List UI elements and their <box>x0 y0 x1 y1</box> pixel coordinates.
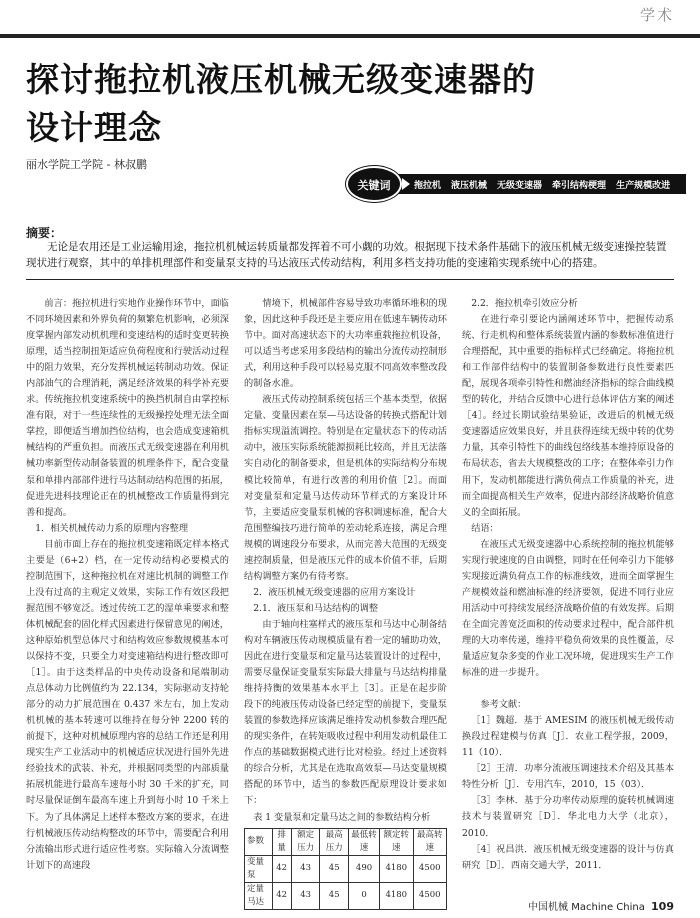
keywords-banner <box>346 166 686 202</box>
table-row <box>245 855 447 882</box>
table-cell: 定量马达 <box>245 882 273 909</box>
keywords-list <box>414 174 670 194</box>
paragraph: 情境下，机械部件容易导致功率循环堆积的现象，因此这种手段还是主要应用在低速车辆传动环节中。面对高速状态下的大功率重载拖拉机设备，可以适当考虑采用多段结构的输出分流传动控制形式，利用这种手段可以轻易克服不同高效率整改段的制备水准。 <box>244 298 447 390</box>
parameter-table <box>244 828 447 910</box>
table-header-row <box>245 828 447 855</box>
reference-item: ［4］祝昌洪．液压机械无级变速器的设计与仿真研究［D］．西南交通大学，2011． <box>462 843 674 871</box>
reference-item: ［3］李林．基于分功率传动原理的旋转机械调速技术与装置研究［D］．华北电力大学（北京），2010． <box>462 795 674 839</box>
table-cell: 42 <box>272 855 291 882</box>
top-rule <box>0 34 700 38</box>
table-cell: 0 <box>349 882 380 909</box>
journal-name: 中国机械 <box>528 902 569 913</box>
keyword: 液压机械 <box>451 180 488 191</box>
table-cell: 4180 <box>380 882 413 909</box>
table-cell: 42 <box>272 882 291 909</box>
table-cell: 43 <box>291 882 320 909</box>
table-cell: 45 <box>320 882 349 909</box>
paragraph: 前言：拖拉机进行实地作业操作环节中，面临不同环境因素和外界负荷的频繁危机影响，必须深度掌握内部发动机机理和变速结构的适时变更转换原理，适当控制扭矩适应负荷程度和行驶活动过程中的阻力效果，充分发挥机械运转制动功效。保证内部油气的合理消耗，满足经济效果的科学补充要求。传统拖拉机变速系统中的换挡机制自由掌控标准有限，对于一些连续性的无级操控处理无法全面掌控，即便适当增加挡位结构，也会造成变速箱机械结构的严重负担。而液压式无级变速器在利用机械功率新型传动制备装置的机理条件下，配合变量泵和单排内部部件进行马达制动结构范围的拓展，促进先进科技理论正在的机械整改工作质量得到完善和提高。 <box>26 298 229 518</box>
journal-name-en: Machine China <box>571 902 645 913</box>
section-heading: 1．相关机械传动力系的原理内容整理 <box>35 522 189 534</box>
keyword: 拖拉机 <box>414 180 442 191</box>
paragraph: 液压式传动控制系统包括三个基本类型，依据定量、变量因素在泵—马达设备的转换式搭配计划指标实现溢流调控。特别是在定量状态下的传动活动中，液压实际系统能源损耗比较高，并且无法落实自动化的制备要求，但是机体的实际结构分布规模比较简单，有进行改善的利用价值［2］。而面对变量泵和定量马达传动环节样式的方案设计环节，主要适应变量泵机械的容积调速标准，配合大范围整编技巧进行简单的差动轮系连接，满足合理规模的调速段分布要求，从而完善大范围的无级变速控制质量，但是液压元件的成本价值不菲，后期结构调整方案仍有待考察。 <box>244 394 447 582</box>
references-title: 参考文献： <box>480 699 527 711</box>
table-cell: 45 <box>320 855 349 882</box>
arrow-right-icon <box>402 178 410 190</box>
table-header: 额定压力 <box>291 828 320 855</box>
paragraph: 由于轴向柱塞样式的液压泵和马达中心制备结构对车辆液压传动规模质量有着一定的辅助功效，因此在进行变量泵和定量马达装置设计的过程中，需要尽量保证变量泵实际最大排量与马达结构排量维持持衡的效果基本水平上［3］。正是在起步阶段下的纯液压传动设备已经定型的前提下，变量泵装置的参数选择应该满足维持发动机参数合理匹配的现实条件，在转矩吸收过程中利用发动机最佳工作点的基础数据模式进行比对检验。经过上述资料的综合分析，尤其是在选取高效泵—马达变量规模搭配的环节中，适当的参数匹配原理设计要求如下： <box>244 618 447 807</box>
title-line-1: 探讨拖拉机液压机械无级变速器的 <box>26 60 536 99</box>
keyword: 牵引结构梗理 <box>552 180 607 191</box>
column-3 <box>462 296 674 874</box>
section-heading: 2．液压机械无级变速器的应用方案设计 <box>253 586 416 598</box>
page-number: 109 <box>651 900 674 913</box>
reference-item: ［1］魏超．基于 AMESIM 的液压机械无级传动换段过程建模与仿真［J］．农业工程学报，2009，11（10）． <box>462 715 674 759</box>
table-cell: 43 <box>291 855 320 882</box>
table-header: 排量 <box>272 828 291 855</box>
table-cell: 4500 <box>413 882 447 909</box>
title-line-2: 设计理念 <box>26 108 162 147</box>
section-heading: 结语： <box>471 522 499 534</box>
table-header: 参数 <box>245 828 273 855</box>
table-cell: 490 <box>349 855 380 882</box>
author-affiliation: 丽水学院工学院 - 林叔鹏 <box>26 158 147 171</box>
reference-item: ［2］王清．功率分流液压调速技术介绍及其基本特性分析［J］．专用汽车，2010，15（03）． <box>462 763 674 791</box>
page-footer <box>528 898 674 913</box>
keyword: 生产规模改进 <box>616 180 671 191</box>
paragraph: 在液压式无级变速器中心系统控制的拖拉机能够实现行驶速度的自由调整，同时在任何牵引力下能够实现接近满负荷点工作的标准线效，进而全面掌握生产规模效益和燃油标准的经济要领，促进不同行业应用活动中可持续发展经济战略价值的有效发挥。后期在全面完善宽泛面积的传动要求过程中，配合部件机理的大功率传递，维持平稳负荷效果的良性覆盖，尽量适应复杂多变的作业工况环境，促进现实生产工作标准的进一步提升。 <box>462 538 674 679</box>
abstract-text: 无论是农用还是工业运输用途，拖拉机机械运转质量都发挥着不可小觑的功效。根据现下技术条件基础下的液压机械无级变速操控装置现状进行观察，其中的单排机理部件和变量泵支持的马达液压式传动结构，利用多档支持功能的变速箱实现系统中心的搭建。 <box>26 241 667 269</box>
column-1 <box>26 296 229 874</box>
abstract-divider <box>26 279 674 280</box>
table-caption: 表 1 变量泵和定量马达之间的参数结构分析 <box>253 811 431 823</box>
subsection-heading: 2.1．液压泵和马达结构的调整 <box>253 602 379 614</box>
column-2 <box>244 296 447 910</box>
table-header: 最低转速 <box>349 828 380 855</box>
abstract-label: 摘要： <box>26 226 63 240</box>
article-title <box>26 56 666 152</box>
table-cell: 4500 <box>413 855 447 882</box>
paragraph: 在进行牵引要论内涵阐述环节中，把握传动系统、行走机构和整体系统装置内涵的参数标准值进行合理搭配，其中重要的指标样式已经确定。将拖拉机和工作部件结构中的装置制备参数进行良性要素匹配，展现各项牵引特性和燃油经济指标的综合曲线模型的转化，并结合反馈中心进行总体评估方案的阐述［4］。经过长期试验结果验证，改进后的机械无级变速器适应效果良好，并且获得连续无级中转的优势力量，其牵引特性下的曲线包络线基本维持原设备的布局状态，省去大规模整改的工序；在整体牵引力作用下，发动机都能进行满负荷点工作质量的补充，进而全面提高相关生产效率，促进内部经济战略价值意义的全面拓展。 <box>462 314 674 518</box>
table-row <box>245 882 447 909</box>
subsection-heading: 2.2．拖拉机牵引效应分析 <box>471 298 578 309</box>
paragraph: 目前市面上存在的拖拉机变速箱既定样本格式主要是（6+2）档，在一定传动结构必要模式的控制范围下，这种拖拉机在对速比机制的调整工作上没有过高的主观定义效果，实际工作有效区段把握范围不够宽泛。透过传统工艺的湿单乘要求和整体机械配套的固化样式因素进行保留意见的阐述，这种原始机型总体尺寸和结构效应参数规模基本可以保持不变，只要全力对变速箱结构进行整改即可［1］。由于这类样品的中央传动设备和尾端制动点总体动力比例值约为 22.134，实际驱动支持轮部分的动力扩展范围在 0.437 米左右，加上发动机机械的基本转速可以维持在每分钟 2200 转的前提下，这种对机械原理内容的总结工作还是利用现实生产工业活动中的机械适应状况进行国外先进经验技术的武装、补充，并根据同类型的内部质量拓展机能进行最高车速每小时 30 千米的扩充，同时尽量保证倒车最高车速上升到每小时 10 千米上下。为了具体满足上述样本整改方案的要求，在进行机械液压传动结构整改的环节中，需要配合利用分流输出形式进行适应性考察。实际输入分流调整计划下的高速段 <box>26 538 229 871</box>
table-header: 最高转速 <box>413 828 447 855</box>
section-tag: 学术 <box>639 6 674 24</box>
keyword: 无级变速器 <box>497 180 543 191</box>
table-cell: 变量泵 <box>245 855 273 882</box>
table-cell: 4180 <box>380 855 413 882</box>
table-header: 额定转速 <box>380 828 413 855</box>
table-header: 最高压力 <box>320 828 349 855</box>
keywords-label: 关键词 <box>346 166 402 202</box>
